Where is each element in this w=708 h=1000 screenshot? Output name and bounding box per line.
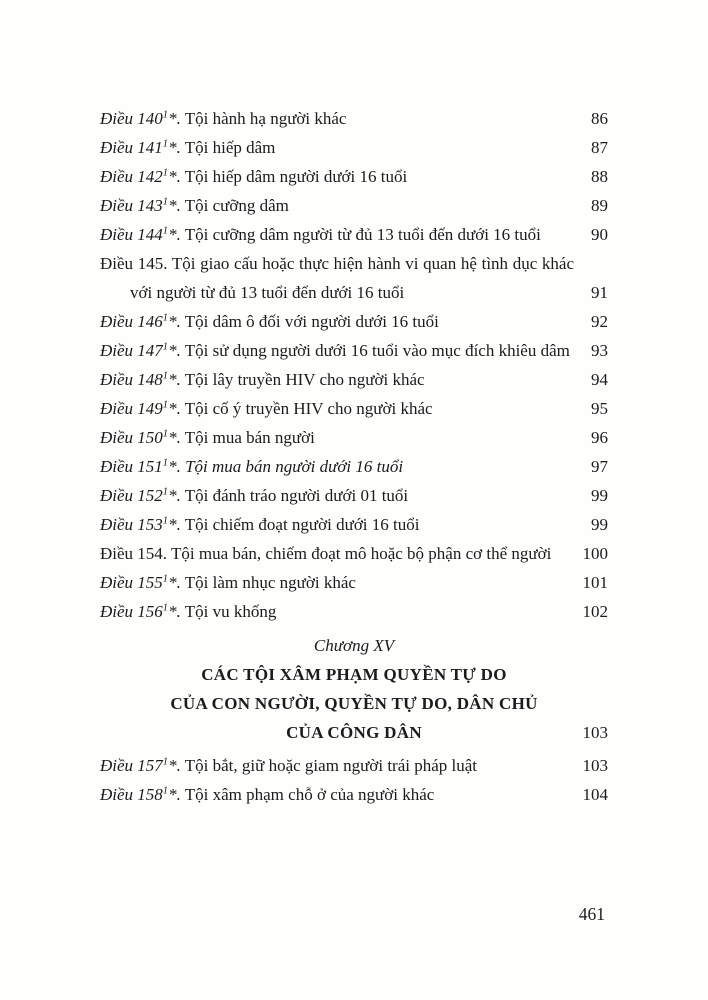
amendment-superscript: 1: [162, 109, 169, 121]
amendment-superscript: 1: [162, 428, 169, 440]
article-title: Tội hiếp dâm người dưới 16 tuổi: [184, 167, 408, 186]
toc-entry-text: [100, 365, 574, 394]
toc-entry: [100, 104, 608, 133]
article-label: Điều $155^1*$.: [100, 573, 181, 592]
toc-entry: [100, 394, 608, 423]
page-ref: 89: [591, 196, 608, 215]
toc-entry-text: [100, 104, 574, 133]
amendment-superscript: 1: [162, 225, 169, 237]
article-title: Tội dâm ô đối với người dưới 16 tuổi: [184, 312, 439, 331]
toc-entry: [100, 510, 608, 539]
toc-list-part2: [100, 751, 608, 809]
article-title: Tội mua bán người dưới 16 tuổi: [185, 457, 404, 476]
chapter-title-line-3: [100, 718, 608, 747]
toc-entry-text: [100, 191, 574, 220]
toc-entry: [100, 336, 608, 365]
article-title: Tội hành hạ người khác: [184, 109, 347, 128]
toc-entry-text: [100, 568, 573, 597]
toc-entry: [100, 365, 608, 394]
toc-entry-text: [100, 539, 573, 568]
toc-entry: [100, 307, 608, 336]
amendment-superscript: 1: [162, 370, 169, 382]
toc-entry: [100, 423, 608, 452]
amendment-superscript: 1: [162, 602, 169, 614]
toc-entry-text: [100, 751, 573, 780]
article-title: Tội hiếp dâm: [184, 138, 276, 157]
toc-content: [100, 104, 608, 809]
toc-list-part1: [100, 104, 608, 626]
article-label: Điều $157^1*$.: [100, 756, 181, 775]
toc-entry-text: [100, 249, 574, 307]
toc-entry: [100, 452, 608, 481]
article-title: Tội lây truyền HIV cho người khác: [184, 370, 425, 389]
amendment-superscript: 1: [162, 196, 169, 208]
amendment-superscript: 1: [162, 399, 169, 411]
amendment-superscript: 1: [162, 341, 169, 353]
article-title: Tội đánh tráo người dưới 01 tuổi: [184, 486, 409, 505]
toc-entry-text: [100, 780, 573, 809]
page-ref: 90: [591, 225, 608, 244]
article-title: Tội xâm phạm chỗ ở của người khác: [184, 785, 435, 804]
toc-entry-text: [100, 510, 574, 539]
toc-entry: [100, 780, 608, 809]
page-ref: 91: [591, 283, 608, 302]
toc-entry: [100, 220, 608, 249]
toc-entry: [100, 597, 608, 626]
toc-entry: [100, 249, 608, 307]
toc-entry: [100, 539, 608, 568]
page-ref: 92: [591, 312, 608, 331]
page-ref: 99: [591, 515, 608, 534]
page-ref: 95: [591, 399, 608, 418]
amendment-superscript: 1: [162, 457, 169, 469]
article-title: Tội vu khống: [184, 602, 277, 621]
article-label: Điều 145.: [100, 254, 168, 273]
page-ref: 99: [591, 486, 608, 505]
page-ref: 87: [591, 138, 608, 157]
article-title: Tội cưỡng dâm: [184, 196, 289, 215]
article-label: Điều $146^1*$.: [100, 312, 181, 331]
page-number: 461: [578, 904, 605, 924]
toc-entry: [100, 162, 608, 191]
page-ref: 104: [582, 785, 608, 804]
article-label: Điều $147^1*$.: [100, 341, 181, 360]
toc-entry-text: [100, 307, 574, 336]
chapter-heading: [100, 631, 608, 747]
page-ref: 88: [591, 167, 608, 186]
article-label: Điều $141^1*$.: [100, 138, 181, 157]
article-title: Tội làm nhục người khác: [184, 573, 356, 592]
amendment-superscript: 1: [162, 167, 169, 179]
toc-entry-text: [100, 336, 574, 365]
page-ref: 97: [591, 457, 608, 476]
toc-entry: [100, 133, 608, 162]
page-ref: 100: [582, 544, 608, 563]
amendment-superscript: 1: [162, 312, 169, 324]
chapter-title-line-1: CÁC TỘI XÂM PHẠM QUYỀN TỰ DO: [201, 665, 507, 684]
article-title: Tội cưỡng dâm người từ đủ 13 tuổi đến dưới 16 tuổi: [184, 225, 541, 244]
amendment-superscript: 1: [162, 515, 169, 527]
article-label: Điều 154.: [100, 544, 168, 563]
amendment-superscript: 1: [162, 573, 169, 585]
article-label: Điều $142^1*$.: [100, 167, 181, 186]
chapter-title-line-2: CỦA CON NGƯỜI, QUYỀN TỰ DO, DÂN CHỦ: [170, 694, 538, 713]
chapter-number: Chương XV: [313, 636, 395, 655]
toc-entry-text: [100, 452, 574, 481]
article-title: Tội mua bán, chiếm đoạt mô hoặc bộ phận cơ thể người: [171, 544, 552, 563]
page-ref: 102: [582, 602, 608, 621]
article-label: Điều $149^1*$.: [100, 399, 181, 418]
article-title: Tội mua bán người: [184, 428, 315, 447]
article-title: Tội sử dụng người dưới 16 tuổi vào mục đích khiêu dâm: [184, 341, 570, 360]
toc-entry: [100, 481, 608, 510]
article-title: Tội cố ý truyền HIV cho người khác: [184, 399, 433, 418]
chapter-title-text: CỦA CÔNG DÂN: [286, 723, 422, 742]
page-ref: 86: [591, 109, 608, 128]
amendment-superscript: 1: [162, 756, 169, 768]
article-label: Điều $151^1*$.: [100, 457, 181, 476]
toc-entry-text: [100, 220, 574, 249]
page-ref: 94: [591, 370, 608, 389]
article-label: Điều $140^1*$.: [100, 109, 181, 128]
toc-entry-text: [100, 394, 574, 423]
toc-entry: [100, 751, 608, 780]
page-ref: 93: [591, 341, 608, 360]
toc-entry-text: [100, 423, 574, 452]
page-ref: 103: [582, 756, 608, 775]
article-label: Điều $158^1*$.: [100, 785, 181, 804]
amendment-superscript: 1: [162, 486, 169, 498]
toc-entry-text: [100, 133, 574, 162]
article-label: Điều $152^1*$.: [100, 486, 181, 505]
article-label: Điều $153^1*$.: [100, 515, 181, 534]
article-label: Điều $143^1*$.: [100, 196, 181, 215]
toc-entry-text: [100, 597, 573, 626]
article-label: Điều $144^1*$.: [100, 225, 181, 244]
page-ref: 96: [591, 428, 608, 447]
article-title: Tội chiếm đoạt người dưới 16 tuổi: [184, 515, 420, 534]
article-label: Điều $150^1*$.: [100, 428, 181, 447]
toc-entry-text: [100, 162, 574, 191]
article-title: Tội bắt, giữ hoặc giam người trái pháp luật: [184, 756, 478, 775]
page-ref: 101: [582, 573, 608, 592]
article-title: Tội giao cấu hoặc thực hiện hành vi quan hệ tình dục khác với người từ đủ 13 tuổi đến dưới 16 tuổi: [130, 254, 574, 302]
toc-entry: [100, 568, 608, 597]
amendment-superscript: 1: [162, 138, 169, 150]
article-label: Điều $156^1*$.: [100, 602, 181, 621]
toc-entry-text: [100, 481, 574, 510]
article-label: Điều $148^1*$.: [100, 370, 181, 389]
amendment-superscript: 1: [162, 785, 169, 797]
chapter-page-ref: 103: [582, 723, 608, 742]
toc-entry: [100, 191, 608, 220]
